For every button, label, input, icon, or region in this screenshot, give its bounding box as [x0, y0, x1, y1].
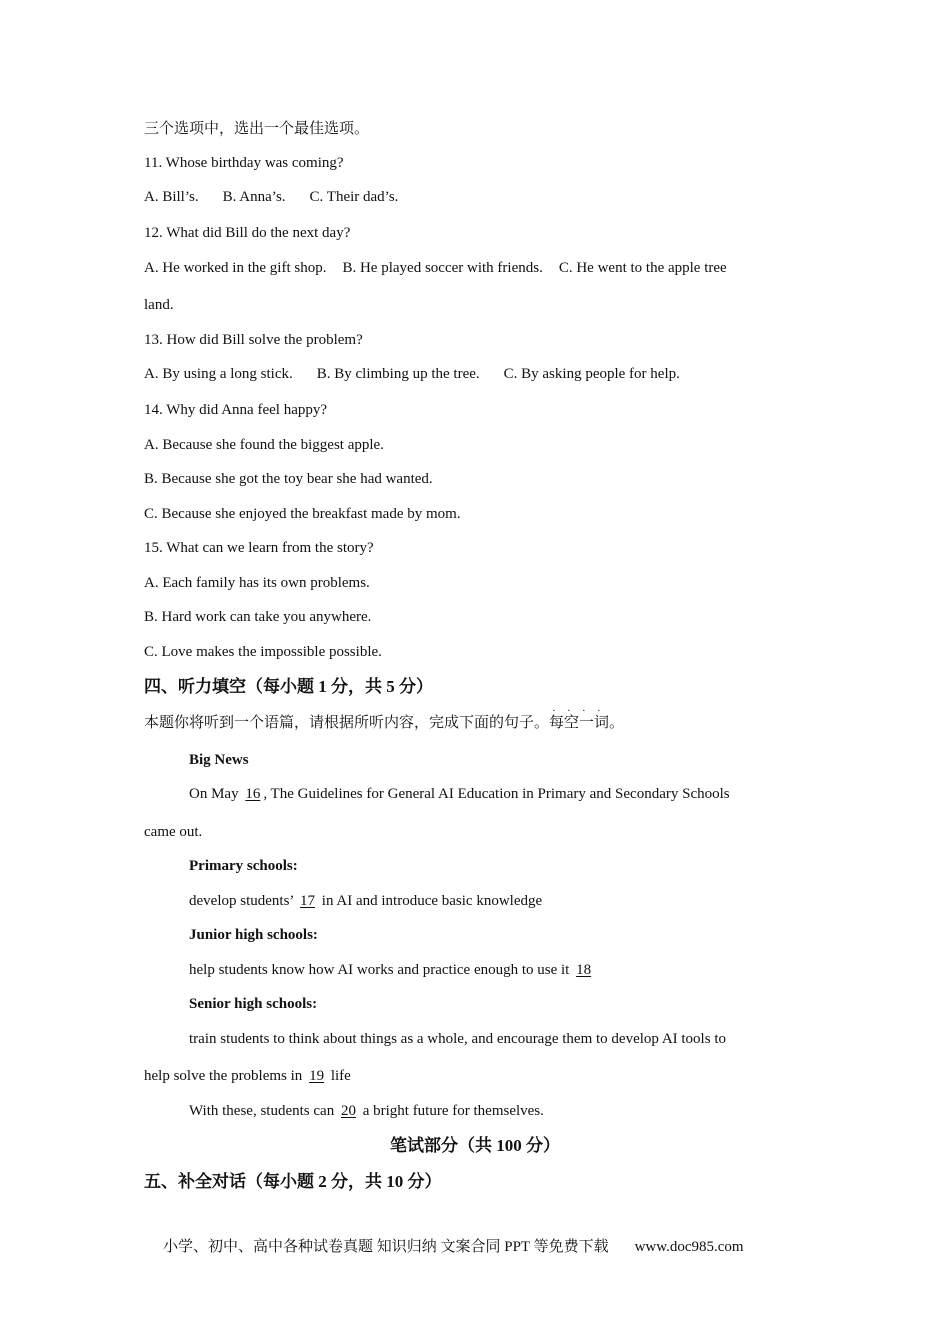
junior-schools-text: help students know how AI works and practice enough to use it 18 [189, 960, 800, 980]
option-a: A. Each family has its own problems. [144, 575, 370, 591]
option-a: A. Bill’s. [144, 189, 199, 205]
option-a: A. He worked in the gift shop. [144, 260, 327, 276]
question-11-options [144, 187, 800, 207]
blank-18[interactable]: 18 [576, 962, 592, 978]
section-intro: 三个选项中，选出一个最佳选项。 [144, 121, 370, 137]
blank-20[interactable]: 20 [340, 1103, 356, 1119]
section-4-heading: 四、听力填空（每小题 1 分，共 5 分） [144, 677, 433, 696]
option-b: B. Hard work can take you anywhere. [144, 609, 372, 625]
blank-16[interactable]: 16 [245, 786, 261, 802]
question-12-option-c-continued: land. [144, 297, 174, 313]
option-b: B. He played soccer with friends. [342, 260, 543, 276]
blank-19[interactable]: 19 [309, 1068, 325, 1084]
footer-text: 小学、初中、高中各种试卷真题 知识归纳 文案合同 PPT 等免费下载 [163, 1239, 609, 1255]
option-c: C. Their dad’s. [309, 189, 399, 205]
option-a: A. Because she found the biggest apple. [144, 437, 384, 453]
option-b: B. Anna’s. [222, 189, 286, 205]
passage-last-line: With these, students can 20 a bright future for themselves. [189, 1103, 544, 1119]
option-b: B. Because she got the toy bear she had wanted. [144, 471, 433, 487]
question-12: 12. What did Bill do the next day? [144, 225, 351, 241]
passage-title: Big News [189, 752, 249, 768]
primary-schools-label: Primary schools: [189, 858, 298, 874]
question-13-options [144, 364, 800, 384]
senior-schools-text: train students to think about things as a whole, and encourage them to develop AI tools to [189, 1031, 726, 1047]
question-12-options [144, 258, 800, 278]
option-b: B. By climbing up the tree. [316, 366, 480, 382]
option-c: C. Because she enjoyed the breakfast made by mom. [144, 506, 461, 522]
question-11: 11. Whose birthday was coming? [144, 155, 344, 171]
senior-schools-text-continued: help solve the problems in 19 life [144, 1068, 351, 1084]
passage-line-1-continued: came out. [144, 824, 203, 840]
footer-site-link[interactable]: www.doc985.com [634, 1239, 744, 1255]
section-5-heading: 五、补全对话（每小题 2 分，共 10 分） [144, 1172, 442, 1191]
section-4-instruction: 本题你将听到一个语篇，请根据所听内容，完成下面的句子。 · · · · 每空一词。 [144, 705, 625, 731]
emphasized-instruction: · · · · 每空一词 [549, 705, 610, 731]
option-c: C. He went to the apple tree [558, 260, 727, 276]
option-c: C. By asking people for help. [503, 366, 680, 382]
passage-line-1: On May 16 , The Guidelines for General AI Education in Primary and Secondary Schools [189, 786, 730, 802]
primary-schools-text: develop students’ 17 in AI and introduce basic knowledge [189, 893, 543, 909]
senior-schools-label: Senior high schools: [189, 996, 318, 1012]
written-part-heading: 笔试部分（共 100 分） [390, 1136, 560, 1155]
page-footer [163, 1237, 744, 1257]
option-c: C. Love makes the impossible possible. [144, 644, 382, 660]
option-a: A. By using a long stick. [144, 366, 293, 382]
question-14: 14. Why did Anna feel happy? [144, 402, 328, 418]
junior-schools-label: Junior high schools: [189, 927, 318, 943]
blank-17[interactable]: 17 [300, 893, 316, 909]
question-15: 15. What can we learn from the story? [144, 540, 374, 556]
question-13: 13. How did Bill solve the problem? [144, 332, 363, 348]
